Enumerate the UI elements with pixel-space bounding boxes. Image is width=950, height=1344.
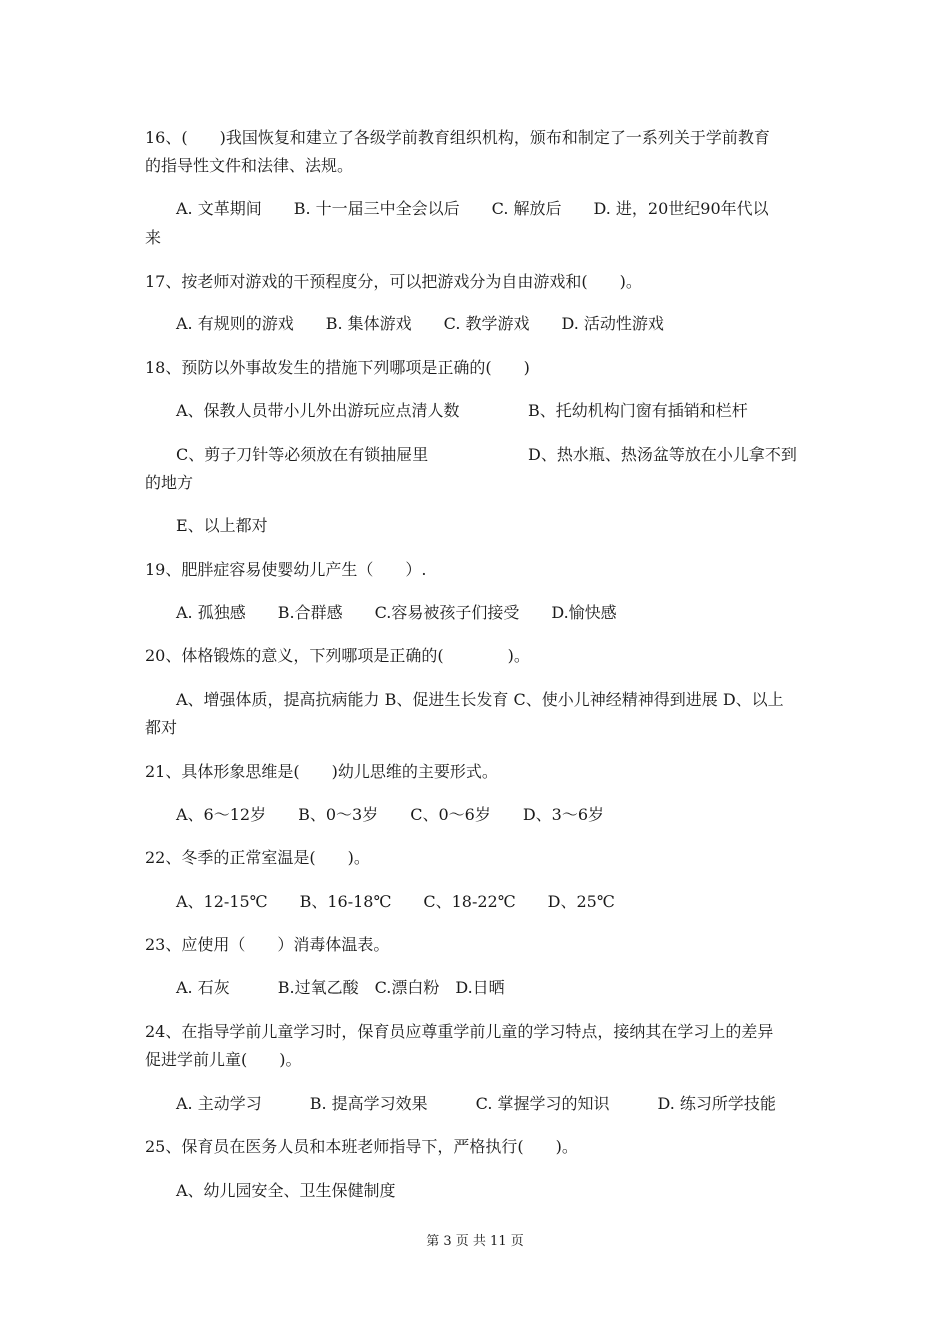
q23-stem: 23、应使用（ ）消毒体温表。 [145,935,390,954]
q16-options-line1: A. 文革期间 B. 十一届三中全会以后 C. 解放后 D. 进，20世纪90年代以 [176,199,769,218]
q17-stem: 17、按老师对游戏的干预程度分，可以把游戏分为自由游戏和( )。 [145,272,642,291]
q24-stem-line1: 24、在指导学前儿童学习时，保育员应尊重学前儿童的学习特点，接纳其在学习上的差异 [145,1022,774,1041]
q16-stem-line1: 16、( )我国恢复和建立了各级学前教育组织机构，颁布和制定了一系列关于学前教育 [145,128,770,147]
q18-stem: 18、预防以外事故发生的措施下列哪项是正确的( ) [145,358,530,377]
q16-options-line2: 来 [145,228,162,247]
q20-options-line1: A、增强体质，提高抗病能力 B、促进生长发育 C、使小儿神经精神得到进展 D、以上 [176,690,784,709]
q24-options: A. 主动学习 B. 提高学习效果 C. 掌握学习的知识 D. 练习所学技能 [176,1094,776,1113]
page-footer: 第 3 页 共 11 页 [426,1234,524,1249]
q18-option-e: E、以上都对 [176,516,268,535]
q25-stem: 25、保育员在医务人员和本班老师指导下，严格执行( )。 [145,1137,578,1156]
q24-stem-line2: 促进学前儿童( )。 [145,1050,302,1069]
q18-option-a: A、保教人员带小儿外出游玩应点清人数 [176,401,460,420]
q18-option-c: C、剪子刀针等必须放在有锁抽屉里 [176,445,429,464]
q18-option-d-line1: D、热水瓶、热汤盆等放在小儿拿不到 [528,445,797,464]
q18-option-b: B、托幼机构门窗有插销和栏杆 [528,401,748,420]
q20-options-line2: 都对 [145,718,178,737]
q18-option-d-line2: 的地方 [145,473,194,492]
q22-stem: 22、冬季的正常室温是( )。 [145,848,370,867]
q16-stem-line2: 的指导性文件和法律、法规。 [145,156,354,175]
q21-stem: 21、具体形象思维是( )幼儿思维的主要形式。 [145,762,498,781]
q21-options: A、6～12岁 B、0～3岁 C、0～6岁 D、3～6岁 [176,805,605,824]
q23-options: A. 石灰 B.过氧乙酸 C.漂白粉 D.日晒 [176,978,505,997]
q20-stem: 20、体格锻炼的意义，下列哪项是正确的( )。 [145,646,530,665]
q17-options: A. 有规则的游戏 B. 集体游戏 C. 教学游戏 D. 活动性游戏 [176,314,664,333]
q19-options: A. 孤独感 B.合群感 C.容易被孩子们接受 D.愉快感 [176,603,617,622]
q19-stem: 19、肥胖症容易使婴幼儿产生（ ）. [145,560,427,579]
q25-option-a: A、幼儿园安全、卫生保健制度 [176,1181,396,1200]
q22-options: A、12-15℃ B、16-18℃ C、18-22℃ D、25℃ [176,892,615,911]
